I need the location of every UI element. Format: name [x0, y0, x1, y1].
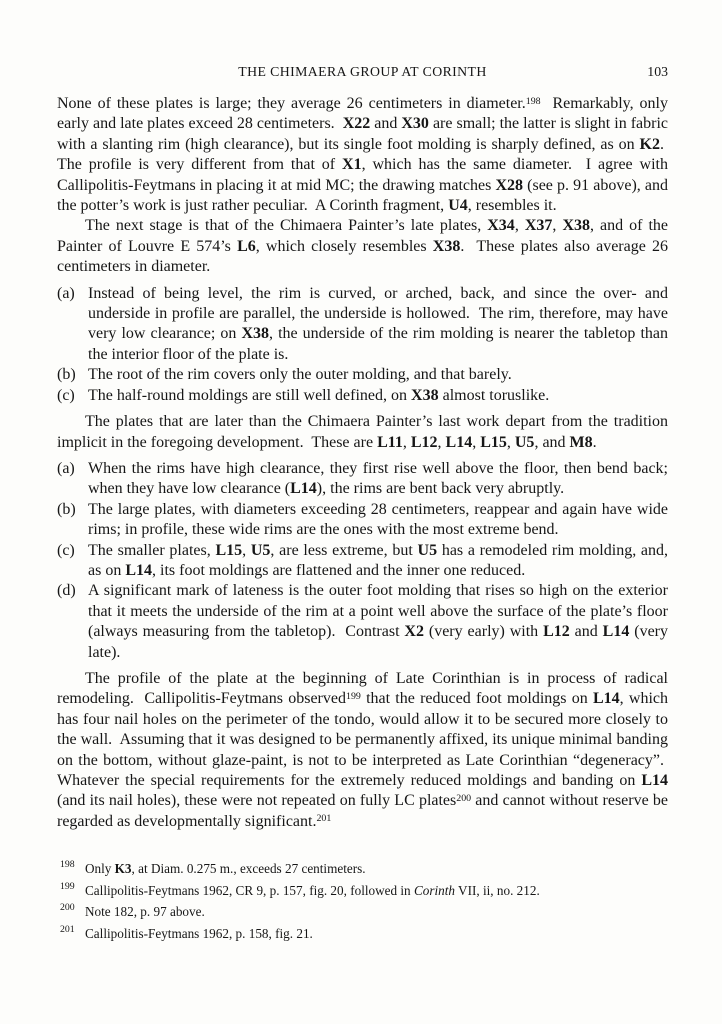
footnote [57, 923, 668, 945]
list-item-text: A significant mark of lateness is the outer foot molding that rises so high on the exterior that it meets the underside of the rim at a point well above the surface of the plate’s floor (always measuring from the tabletop). Contrast X2 (very early) with L12 and L14 (very late). [88, 582, 668, 661]
list-item-label: (c) [57, 386, 75, 404]
footnote-text: Callipolitis-Feytmans 1962, CR 9, p. 157, fig. 20, followed in Corinth VII, ii, no. 212. [85, 882, 540, 898]
list-item-label: (c) [57, 541, 75, 559]
list-item-label: (a) [57, 284, 75, 302]
list-item [57, 386, 668, 406]
list-item-text: The large plates, with diameters exceeding 28 centimeters, reappear and again have wide rims; in profile, these wide rims are the ones with the most extreme bend. [88, 500, 668, 539]
paragraph: The profile of the plate at the beginning of Late Corinthian is in process of radical remodeling. Callipolitis-Feytmans observed$^{199}$ that the reduced foot moldings on L14, which has four nail holes on the perimeter of the tondo, would allow it to be secured more closely to the wall. Assuming that it was designed to be permanently affixed, its unique minimal banding on the bottom, without glaze-paint, is not to be interpreted as Late Corinthian “degeneracy”. Whatever the special requirements for the extremely reduced moldings and banding on L14 (and its nail holes), these were not repeated on fully LC plates$^{200}$ and cannot without reserve be regarded as developmentally significant.$^{201}$ [57, 669, 668, 830]
list-item [57, 541, 668, 582]
page-header [57, 64, 668, 80]
list-item-text: The smaller plates, L15, U5, are less extreme, but U5 has a remodeled rim molding, and, as on L14, its foot moldings are flattened and the inner one reduced. [88, 541, 669, 579]
list-item-label: (b) [57, 366, 76, 384]
paragraph: None of these plates is large; they average 26 centimeters in diameter.$^{198}$ Remarkably, only early and late plates exceed 28 centimeters. X22 and X30 are small; the latter is slight in fabric with a slanting rim (high clearance), but its single foot molding is sharply defined, as on K2. The profile is very different from that of X1, which has the same diameter. I agree with Callipolitis-Feytmans in placing it at mid MC; the drawing matches X28 (see p. 91 above), and the potter’s work is just rather peculiar. A Corinth fragment, U4, resembles it. [57, 95, 669, 215]
footnote-number: 201 [60, 924, 75, 935]
body-text [57, 94, 668, 832]
paragraph: The next stage is that of the Chimaera Painter’s late plates, X34, X37, X38, and of the Painter of Louvre E 574’s L6, which closely resembles X38. These plates also average 26 centimeters in diameter. [57, 217, 669, 276]
list-item [57, 365, 668, 385]
page-number: 103 [647, 64, 668, 79]
list-item-text: The half-round moldings are still well defined, on X38 almost toruslike. [88, 386, 550, 404]
footnote-text: Note 182, p. 97 above. [85, 904, 205, 920]
footnote-number: 200 [60, 902, 75, 914]
list-item [57, 581, 668, 663]
list-item-text: When the rims have high clearance, they first rise well above the floor, then bend back; when they have low clearance (L14), the rims are bent back very abruptly. [88, 459, 668, 498]
lettered-list [57, 459, 668, 663]
list-item-text: Instead of being level, the rim is curved, or arched, back, and since the over- and underside in profile are parallel, the underside is hollowed. The rim, therefore, may have very low clearance; on X38, the underside of the rim molding is nearer the tabletop than the interior floor of the plate is. [88, 284, 668, 363]
lettered-list [57, 284, 668, 406]
list-item-label: (d) [57, 582, 76, 600]
list-item-label: (b) [57, 500, 76, 518]
list-item [57, 284, 668, 366]
footnote [57, 901, 668, 923]
list-item [57, 500, 668, 541]
footnotes [57, 858, 668, 944]
footnote-text: Callipolitis-Feytmans 1962, p. 158, fig. 21. [85, 926, 313, 941]
footnote [57, 880, 668, 902]
list-item [57, 459, 668, 500]
footnote-text: Only K3, at Diam. 0.275 m., exceeds 27 centimeters. [85, 861, 366, 877]
list-item-label: (a) [57, 459, 75, 477]
list-item-text: The root of the rim covers only the outer molding, and that barely. [88, 366, 512, 384]
footnote-number: 199 [60, 880, 75, 892]
footnote-number: 198 [60, 859, 75, 871]
paragraph: The plates that are later than the Chimaera Painter’s last work depart from the tradition implicit in the foregoing development. These are L11, L12, L14, L15, U5, and M8. [57, 413, 668, 451]
running-title: THE CHIMAERA GROUP AT CORINTH [238, 64, 487, 79]
footnote [57, 858, 668, 880]
